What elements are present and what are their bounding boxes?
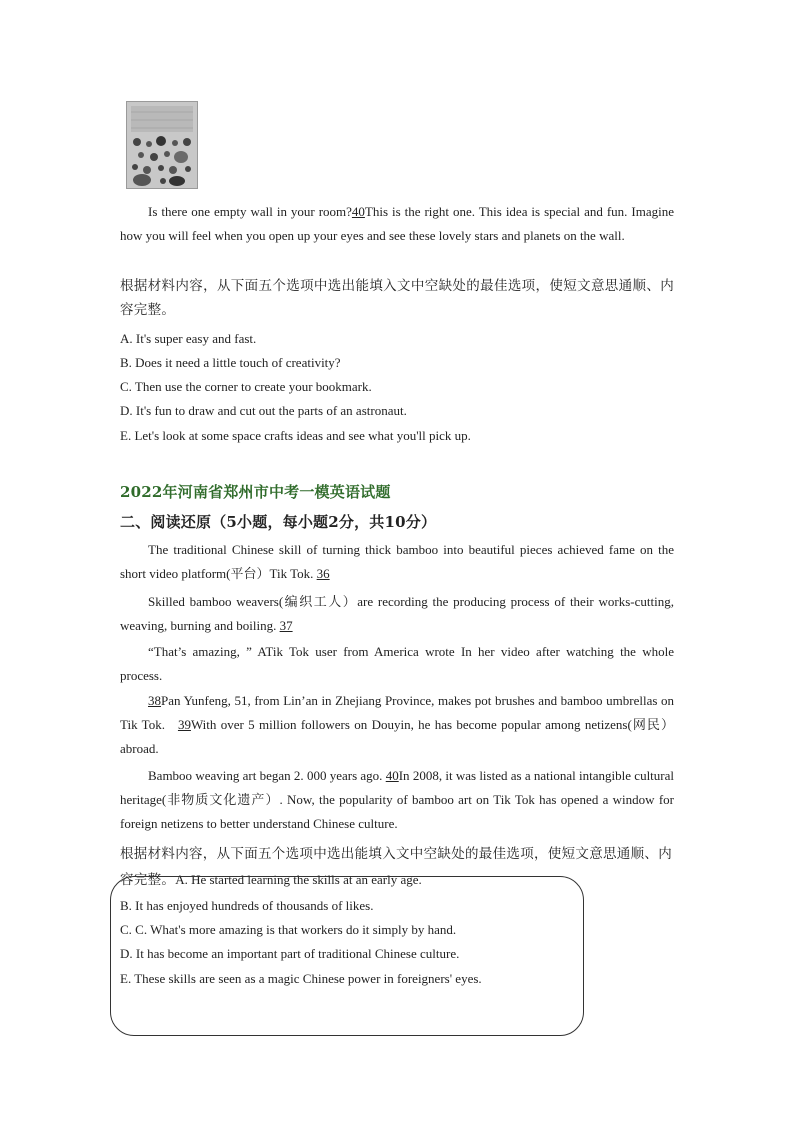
passage2-paragraph-4 <box>120 689 674 761</box>
passage1-option-e: E. Let's look at some space crafts ideas and see what you'll pick up. <box>120 428 471 443</box>
passage2-p4-text-b: With over 5 million followers on Douyin, he has become popular among netizens(网民）abroad. <box>120 717 674 756</box>
passage1-text-a: Is there one empty wall in your room? <box>148 204 352 219</box>
blank-36: 36 <box>316 566 330 581</box>
blank-40: 40 <box>351 204 365 219</box>
passage2-option-b: B. It has enjoyed hundreds of thousands of likes. <box>120 898 374 913</box>
passage2-p5-text-b: In 2008, it was listed as a national intangible cultural heritage(非物质文化遗产）. Now, the popularity of bamboo art on Tik Tok has opened a window for foreign netizens to better understand Chinese culture. <box>120 768 675 831</box>
passage1-option-a: A. It's super easy and fast. <box>120 331 257 346</box>
passage2-paragraph-2 <box>120 590 674 638</box>
blank-39: 39 <box>177 717 191 732</box>
passage1-option-d: D. It's fun to draw and cut out the parts of an astronaut. <box>120 403 407 418</box>
passage2-p1-text: The traditional Chinese skill of turning thick bamboo into beautiful pieces achieved fame on the short video platform(平台）Tik Tok. <box>120 542 674 581</box>
passage1-instruction: 根据材料内容，从下面五个选项中选出能填入文中空缺处的最佳选项，使短文意思通顺、内容完整。 <box>120 278 674 318</box>
blank-37: 37 <box>279 618 293 633</box>
space-wall-illustration <box>127 102 197 188</box>
passage2-p5-text-a: Bamboo weaving art began 2. 000 years ago. <box>148 768 383 783</box>
section-heading: 二、阅读还原（5小题，每小题2分，共10分） <box>120 513 437 531</box>
passage2-option-d: D. It has become an important part of traditional Chinese culture. <box>120 946 460 961</box>
passage2-p2-text: Skilled bamboo weavers(编织工人）are recording the producing process of their works-cutting, weaving, burning and boiling. <box>120 594 674 633</box>
passage2-option-c: C. C. What's more amazing is that workers do it simply by hand. <box>120 922 457 937</box>
passage2-instruction-line1: 根据材料内容，从下面五个选项中选出能填入文中空缺处的最佳选项，使短文意思通顺、内 <box>120 846 672 862</box>
blank-40b: 40 <box>385 768 399 783</box>
passage2-instruction-line2: 容完整。 <box>120 872 176 888</box>
passage2-p4-text-a: Pan Yunfeng, 51, from Lin’an in Zhejiang Province, makes pot brushes and bamboo umbrellas on Tik Tok. <box>120 693 674 732</box>
passage2-paragraph-1 <box>120 538 674 586</box>
passage2-option-a: A. He started learning the skills at an early age. <box>175 872 422 887</box>
passage1-paragraph <box>120 200 674 248</box>
passage2-paragraph-5 <box>120 764 674 836</box>
space-wall-photo <box>126 101 198 189</box>
passage1-text-b: This is the right one. This idea is special and fun. Imagine how you will feel when you open up your eyes and see these lovely stars and planets on the wall. <box>120 204 674 243</box>
passage2-paragraph-3: “That’s amazing, ” ATik Tok user from America wrote In her video after watching the whole process. <box>120 644 674 683</box>
exam-title: 2022年河南省郑州市中考一模英语试题 <box>120 483 391 501</box>
blank-38: 38 <box>148 693 161 708</box>
passage2-option-e: E. These skills are seen as a magic Chinese power in foreigners' eyes. <box>120 971 482 986</box>
passage1-option-b: B. Does it need a little touch of creativity? <box>120 355 341 370</box>
passage1-option-c: C. Then use the corner to create your bookmark. <box>120 379 372 394</box>
